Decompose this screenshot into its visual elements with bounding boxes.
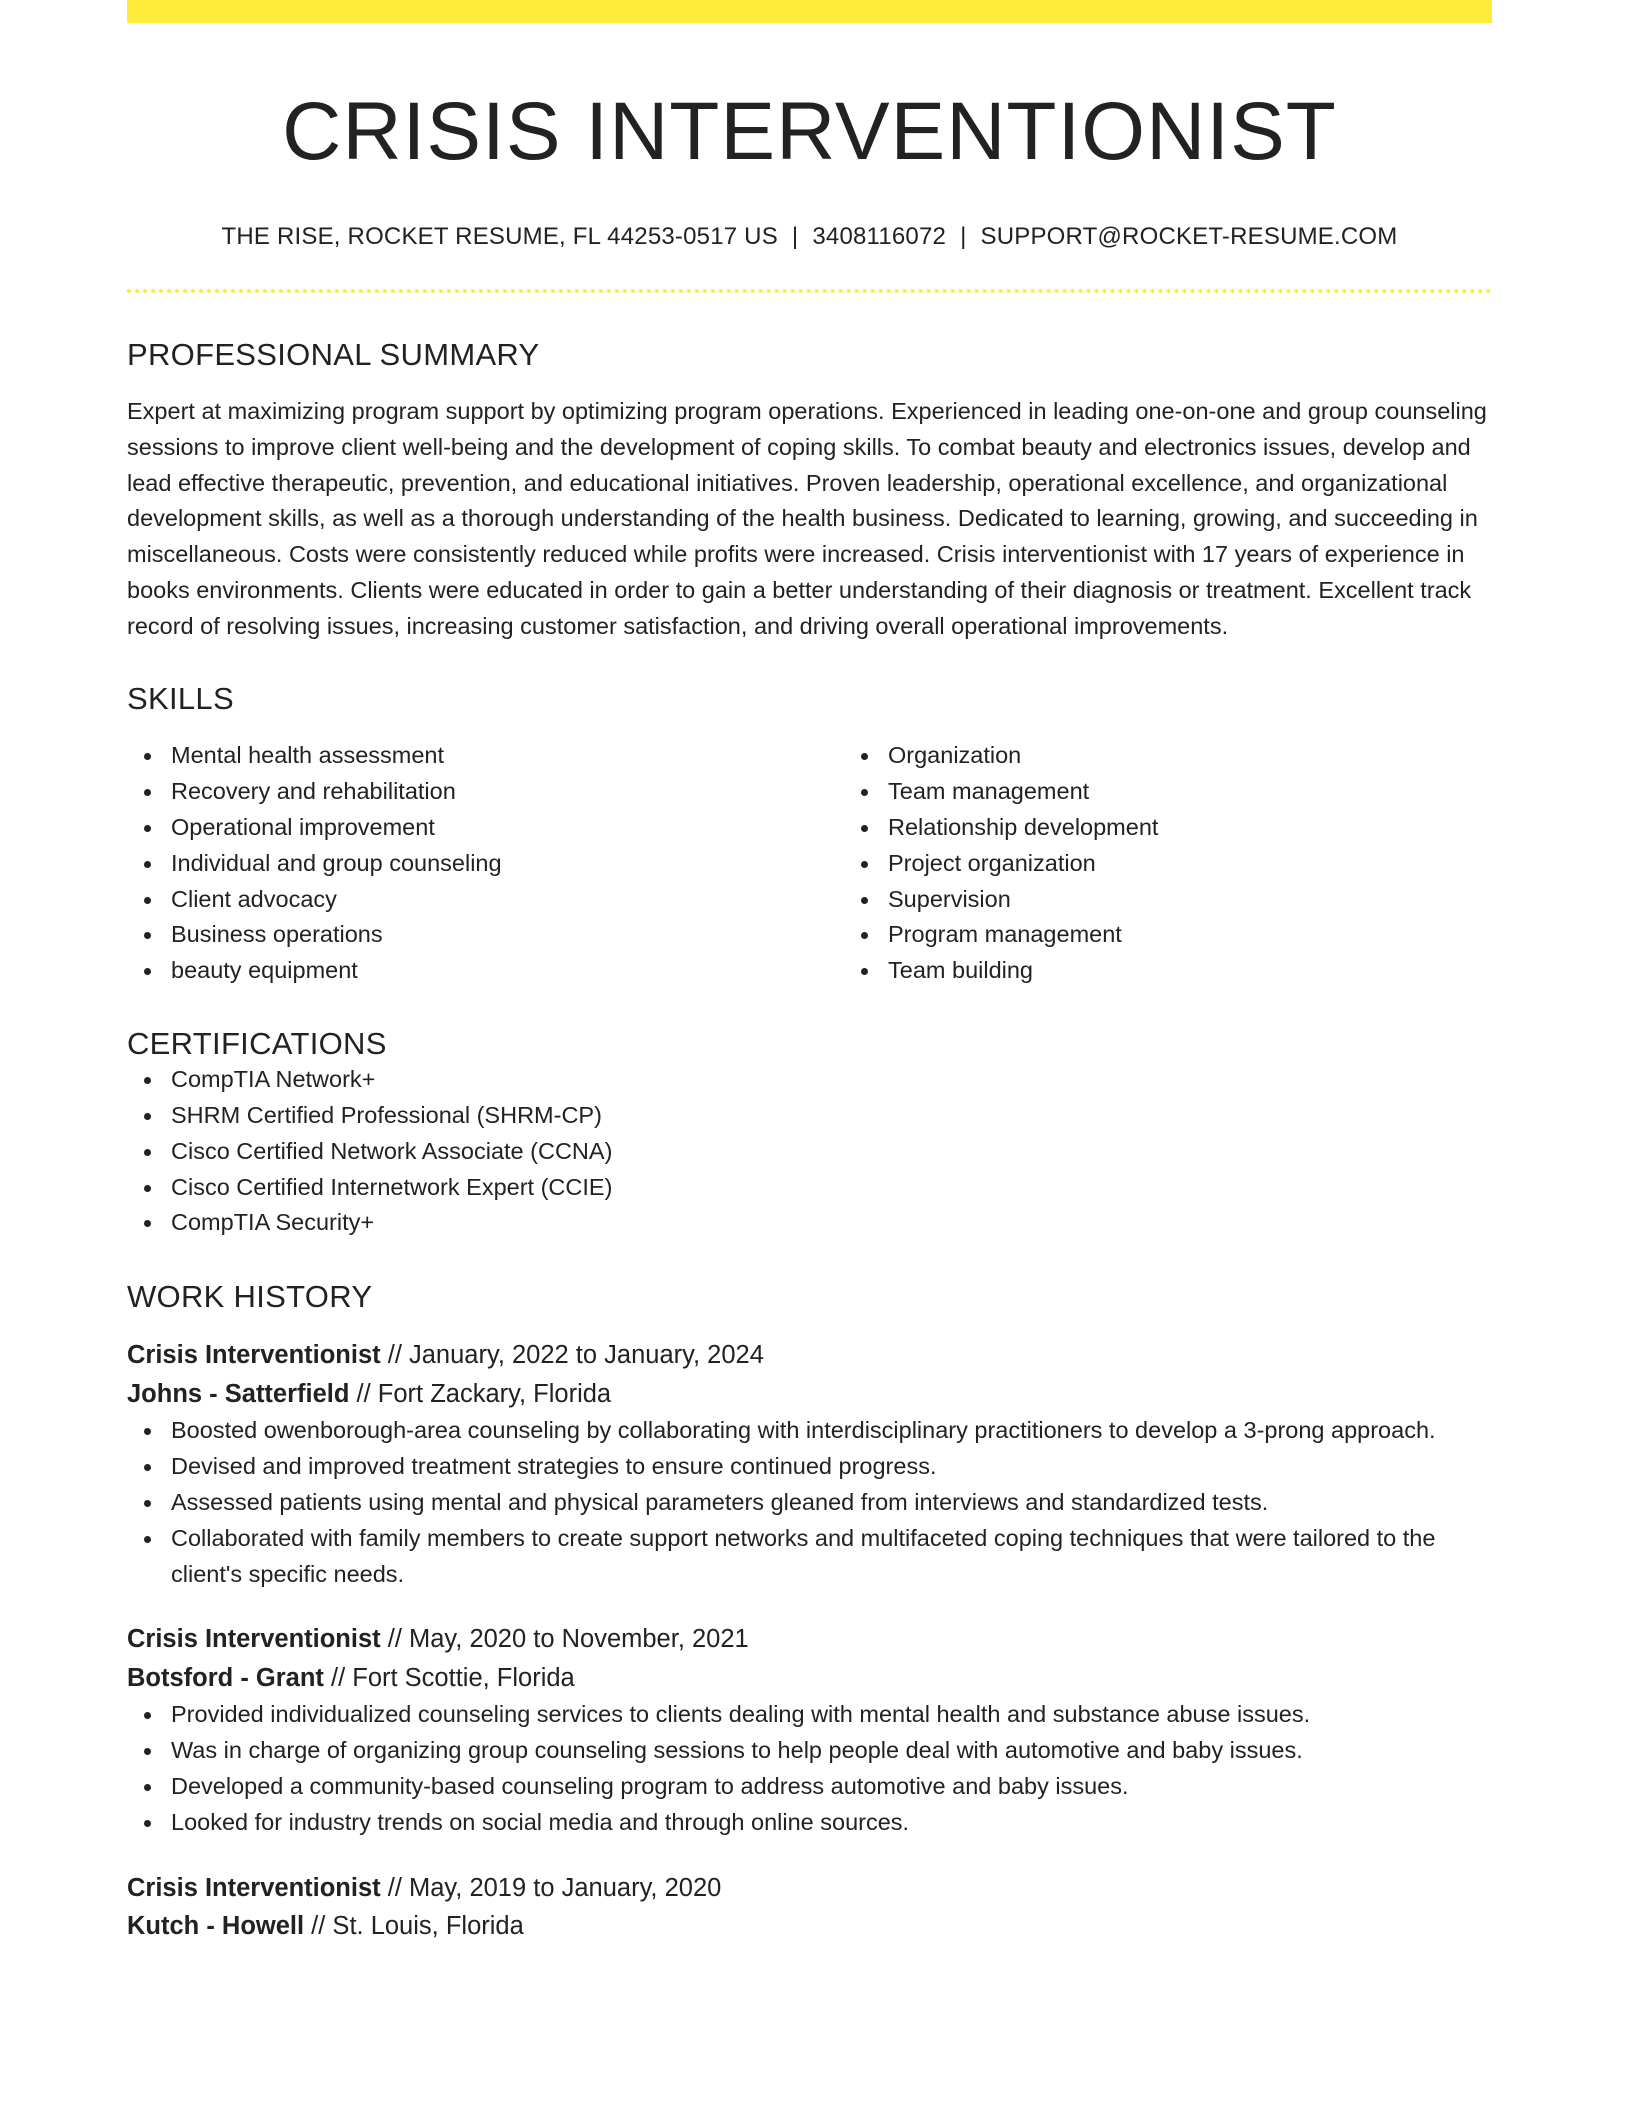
job-duties-list (127, 1413, 1492, 1592)
contact-line (127, 223, 1492, 252)
job-duties-list (127, 1697, 1492, 1840)
list-item: Supervision (888, 882, 1561, 918)
list-item: CompTIA Security+ (171, 1205, 1492, 1241)
job-title-line (127, 1620, 1492, 1659)
job-location: // Fort Scottie, Florida (323, 1663, 575, 1692)
job-role: Crisis Interventionist (127, 1873, 381, 1902)
job-company-line (127, 1659, 1492, 1698)
list-item: Developed a community-based counseling program to address automotive and baby issues. (171, 1769, 1492, 1805)
list-item: Project organization (888, 846, 1561, 882)
list-item: Provided individualized counseling services to clients dealing with mental health and substance abuse issues. (171, 1697, 1492, 1733)
resume-page (127, 0, 1492, 1946)
job-location: // St. Louis, Florida (304, 1912, 524, 1941)
dotted-divider (127, 289, 1492, 293)
job-title-line (127, 1869, 1492, 1908)
list-item: CompTIA Network+ (171, 1062, 1492, 1098)
list-item: Devised and improved treatment strategies to ensure continued progress. (171, 1449, 1492, 1485)
job-role: Crisis Interventionist (127, 1625, 381, 1654)
job-location: // Fort Zackary, Florida (349, 1379, 612, 1408)
list-item: Business operations (171, 917, 844, 953)
skills-columns (127, 738, 1492, 989)
certifications-list (127, 1062, 1492, 1241)
job-company-line (127, 1375, 1492, 1414)
skills-list-left (127, 738, 844, 989)
job-dates: // May, 2020 to November, 2021 (380, 1625, 749, 1654)
list-item: Operational improvement (171, 810, 844, 846)
list-item: Program management (888, 917, 1561, 953)
list-item: Boosted owenborough-area counseling by collaborating with interdisciplinary practitioners to develop a 3-prong approach. (171, 1413, 1492, 1449)
list-item: Cisco Certified Internetwork Expert (CCIE) (171, 1170, 1492, 1206)
job-role: Crisis Interventionist (127, 1341, 381, 1370)
contact-email: SUPPORT@ROCKET-RESUME.COM (980, 223, 1398, 251)
list-item: Recovery and rehabilitation (171, 774, 844, 810)
list-item: Collaborated with family members to create support networks and multifaceted coping techniques that were tailored to the client's specific needs. (171, 1521, 1492, 1593)
list-item: Client advocacy (171, 882, 844, 918)
list-item: Mental health assessment (171, 738, 844, 774)
list-item: Relationship development (888, 810, 1561, 846)
job-company: Kutch - Howell (127, 1912, 305, 1941)
resume-title: CRISIS INTERVENTIONIST (282, 86, 1337, 177)
certifications-heading: CERTIFICATIONS (127, 1026, 387, 1062)
list-item: Was in charge of organizing group counseling sessions to help people deal with automotive and baby issues. (171, 1733, 1492, 1769)
skills-heading: SKILLS (127, 681, 234, 717)
job-entry (127, 1869, 1492, 1946)
job-title-line (127, 1336, 1492, 1375)
contact-phone: 3408116072 (812, 223, 947, 251)
list-item: Team management (888, 774, 1561, 810)
list-item: Looked for industry trends on social media and through online sources. (171, 1805, 1492, 1841)
summary-heading: PROFESSIONAL SUMMARY (127, 337, 540, 373)
work-history-list (127, 1336, 1492, 1945)
contact-address: THE RISE, ROCKET RESUME, FL 44253-0517 US (221, 223, 778, 251)
skills-list-right (844, 738, 1561, 989)
list-item: Cisco Certified Network Associate (CCNA) (171, 1134, 1492, 1170)
job-company-line (127, 1907, 1492, 1946)
list-item: Team building (888, 953, 1561, 989)
job-dates: // May, 2019 to January, 2020 (380, 1873, 722, 1902)
list-item: Individual and group counseling (171, 846, 844, 882)
contact-separator: | (960, 223, 967, 251)
job-company: Johns - Satterfield (127, 1379, 350, 1408)
job-entry (127, 1620, 1492, 1840)
list-item: beauty equipment (171, 953, 844, 989)
list-item: SHRM Certified Professional (SHRM-CP) (171, 1098, 1492, 1134)
job-company: Botsford - Grant (127, 1663, 324, 1692)
list-item: Assessed patients using mental and physical parameters gleaned from interviews and standardized tests. (171, 1485, 1492, 1521)
summary-text: Expert at maximizing program support by optimizing program operations. Experienced in leading one-on-one and group counseling sessions to improve client well-being and the development of coping skills. To combat beauty and electronics issues, develop and lead effective therapeutic, prevention, and educational initiatives. Proven leadership, operational excellence, and organizational development skills, as well as a thorough understanding of the health business. Dedicated to learning, growing, and succeeding in miscellaneous. Costs were consistently reduced while profits were increased. Crisis interventionist with 17 years of experience in books environments. Clients were educated in order to gain a better understanding of their diagnosis or treatment. Excellent track record of resolving issues, increasing customer satisfaction, and driving overall operational improvements. (127, 398, 1487, 639)
list-item: Organization (888, 738, 1561, 774)
contact-separator: | (791, 223, 799, 251)
accent-top-bar (127, 0, 1492, 23)
work-history-heading: WORK HISTORY (127, 1279, 373, 1315)
job-entry (127, 1336, 1492, 1592)
job-dates: // January, 2022 to January, 2024 (380, 1341, 764, 1370)
